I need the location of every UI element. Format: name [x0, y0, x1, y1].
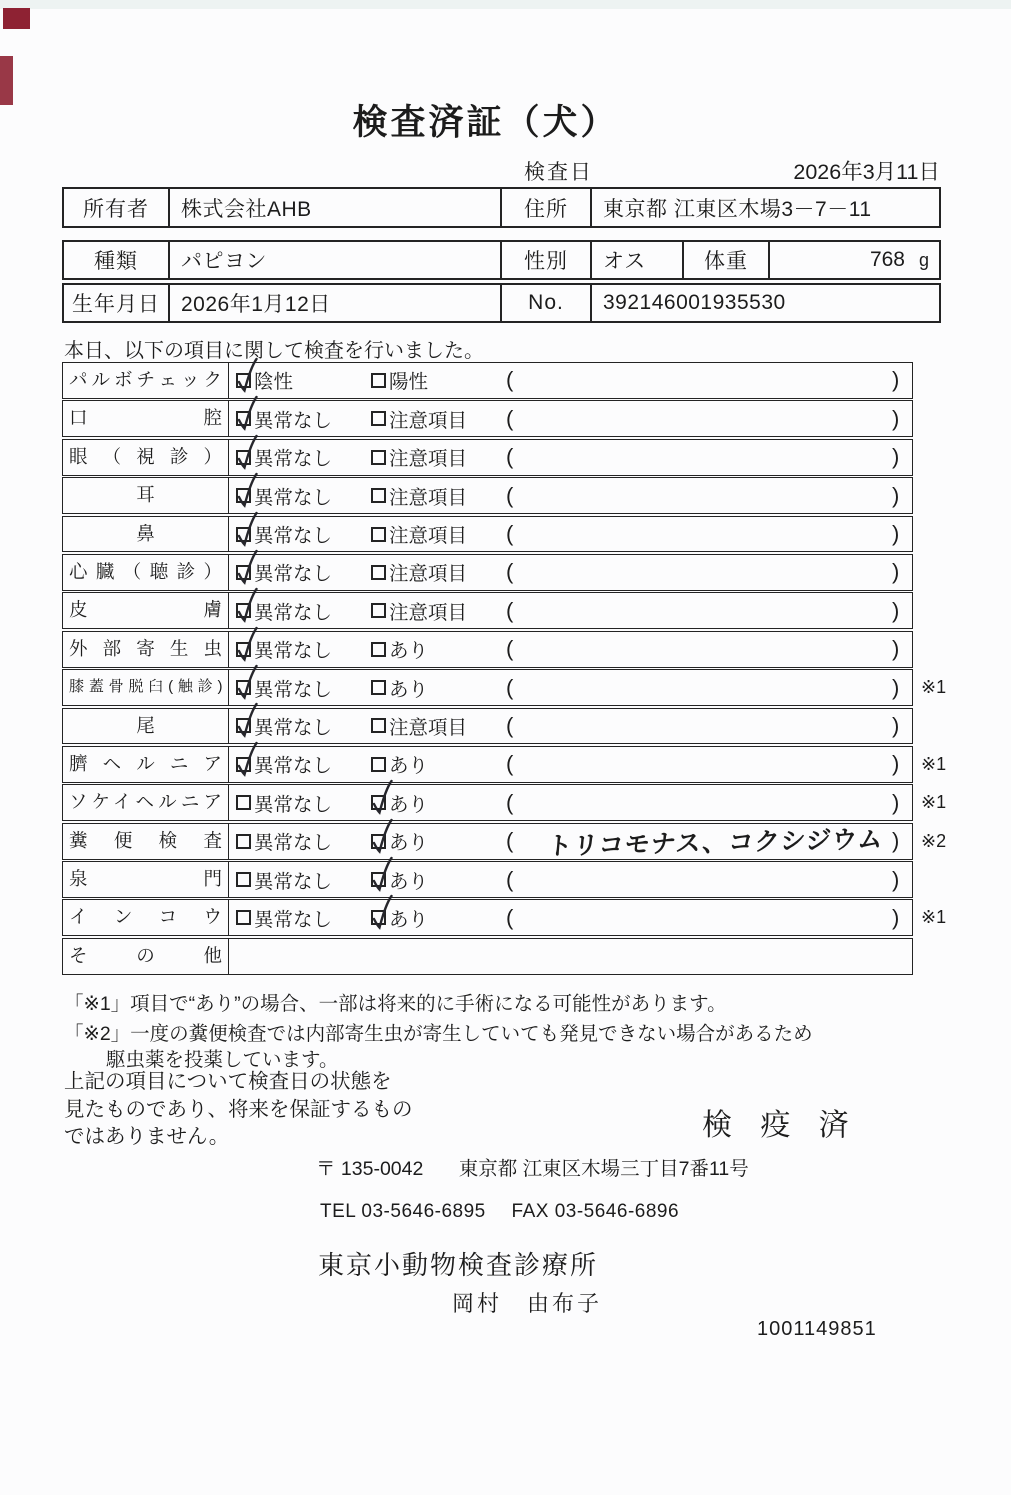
checkmark-icon	[369, 857, 395, 894]
paren-close: )	[892, 712, 900, 738]
footnote-mark	[921, 555, 965, 590]
option-2	[371, 709, 467, 744]
checkbox-icon	[236, 872, 251, 887]
checkmark-icon	[369, 819, 395, 856]
option-2-label: あり	[389, 870, 429, 893]
handwritten-note	[542, 436, 890, 478]
option-1	[236, 363, 293, 398]
clinic-fax: FAX 03-5646-6896	[511, 1201, 680, 1222]
checkbox-icon	[236, 718, 251, 733]
checkmark-icon	[234, 473, 260, 510]
option-1-label: 異常なし	[254, 601, 333, 624]
checkmark-icon	[234, 588, 260, 625]
page-title: 検査済証（犬）	[352, 103, 619, 142]
checkmark-icon	[369, 895, 395, 932]
exam-table-row	[62, 823, 947, 861]
option-1	[236, 785, 332, 820]
checkbox-icon	[236, 488, 251, 503]
option-2-label: 陽性	[389, 371, 429, 394]
birth-label: 生年月日	[72, 293, 160, 316]
paren-open: (	[506, 405, 514, 431]
checkbox-icon	[371, 642, 386, 657]
paren-open: (	[506, 482, 514, 508]
checkbox-icon	[236, 373, 251, 388]
option-1-label: 異常なし	[254, 870, 333, 893]
birth-value: 2026年1月12日	[168, 285, 500, 321]
exam-table-row	[62, 938, 913, 975]
option-2	[371, 824, 428, 859]
checkbox-icon	[236, 834, 251, 849]
paren-open: (	[506, 559, 514, 585]
handwritten-note	[542, 475, 890, 517]
exam-table-row	[62, 784, 947, 821]
option-2-label: 注意項目	[389, 486, 468, 509]
option-1	[236, 593, 332, 628]
paren-open: (	[506, 789, 514, 815]
footnote-mark	[921, 632, 965, 667]
paren-close: )	[892, 367, 900, 393]
disclaimer-line-3: ではありません。	[64, 1125, 230, 1148]
option-1-label: 異常なし	[254, 832, 333, 855]
handwritten-note	[542, 858, 890, 900]
exam-table-row	[62, 439, 913, 476]
owner-label: 所有者	[83, 197, 149, 221]
option-1-label: 異常なし	[254, 908, 333, 931]
checkbox-icon	[371, 373, 386, 388]
exam-table-body	[62, 362, 947, 976]
checkbox-icon	[371, 565, 386, 580]
exam-table-row	[62, 861, 913, 898]
checkbox-icon	[236, 565, 251, 580]
owner-address-label: 住所	[500, 189, 590, 226]
paren-open: (	[506, 866, 514, 892]
checkmark-icon	[369, 780, 395, 817]
footnote-mark	[921, 862, 965, 897]
option-1-label: 異常なし	[254, 755, 333, 778]
option-1	[236, 401, 332, 436]
paren-open: (	[506, 674, 514, 700]
checkbox-icon	[371, 757, 386, 772]
footnote-2-line-2: 駆虫薬を投薬しています。	[106, 1049, 339, 1071]
option-2	[371, 478, 467, 513]
checkmark-icon	[234, 358, 260, 395]
option-1-label: 異常なし	[254, 678, 333, 701]
option-2	[371, 593, 467, 628]
paren-open: (	[506, 751, 514, 777]
footnote-mark	[921, 709, 965, 744]
paren-open: (	[506, 636, 514, 662]
exam-table-row	[62, 746, 947, 783]
exam-item-label: 尾	[63, 709, 229, 744]
paren-open: (	[506, 712, 514, 738]
breed-value: パピヨン	[168, 242, 500, 278]
option-1	[236, 632, 332, 667]
option-2-label: あり	[389, 640, 429, 663]
paren-open: (	[506, 904, 514, 930]
option-1	[236, 824, 332, 859]
checkbox-icon	[236, 527, 251, 542]
exam-table-row	[62, 592, 913, 629]
clinic-street-address: 東京都 江東区木場三丁目7番11号	[458, 1158, 749, 1180]
footnote-mark: ※1	[921, 677, 947, 698]
handwritten-note	[542, 782, 890, 824]
option-2-label: 注意項目	[389, 525, 468, 547]
paren-open: (	[506, 444, 514, 470]
exam-item-label: 外部寄生虫	[63, 632, 229, 667]
owner-table	[62, 187, 941, 228]
weight-unit: g	[918, 249, 929, 270]
paren-open: (	[506, 597, 514, 623]
checkmark-icon	[234, 396, 260, 433]
handwritten-note	[542, 590, 890, 632]
exam-table-row	[62, 477, 913, 514]
serial-number: 1001149851	[757, 1318, 877, 1340]
checkmark-icon	[234, 550, 260, 587]
exam-table-row	[62, 669, 947, 706]
option-1	[236, 900, 332, 935]
paren-close: )	[892, 444, 900, 470]
checkbox-icon	[371, 718, 386, 733]
exam-item-label: 鼻	[63, 517, 229, 552]
paren-close: )	[892, 866, 900, 892]
checkbox-icon	[371, 603, 386, 618]
paren-close: )	[892, 751, 900, 777]
option-2-label: 注意項目	[389, 409, 468, 432]
checkbox-icon	[371, 872, 386, 887]
option-2	[371, 785, 428, 820]
paren-open: (	[506, 521, 514, 546]
option-2	[371, 632, 428, 667]
paren-close: )	[892, 559, 900, 585]
dog-info-row-2	[62, 283, 941, 323]
weight-label: 体重	[682, 242, 768, 278]
scan-top-band	[0, 0, 1011, 9]
option-1-label: 異常なし	[254, 448, 333, 471]
option-2-label: あり	[389, 832, 429, 855]
checkbox-icon	[236, 680, 251, 695]
checkbox-icon	[236, 450, 251, 465]
exam-item-label: 口腔	[63, 401, 229, 436]
option-2-label: 注意項目	[389, 716, 468, 739]
exam-item-label: その他	[63, 939, 229, 974]
exam-item-label: 泉門	[63, 862, 229, 897]
exam-table-row	[62, 362, 913, 399]
clinic-name: 東京小動物検査診療所	[318, 1250, 599, 1280]
exam-item-label: 糞便検査	[63, 824, 229, 859]
option-2-label: 注意項目	[389, 601, 468, 624]
checkbox-icon	[371, 680, 386, 695]
option-1-label: 異常なし	[254, 640, 333, 663]
checkbox-icon	[236, 910, 251, 925]
option-2-label: あり	[389, 908, 429, 931]
handwritten-note	[542, 359, 890, 401]
exam-item-label: 臍ヘルニア	[63, 747, 229, 782]
option-2	[371, 862, 428, 897]
exam-table-row	[62, 899, 947, 936]
option-1	[236, 478, 332, 513]
exam-table-row	[62, 554, 913, 591]
disclaimer-line-2: 見たものであり、将来を保証するもの	[64, 1097, 413, 1121]
paren-close: )	[892, 482, 900, 508]
handwritten-note	[542, 398, 890, 440]
exam-item-label: 眼（視診）	[63, 440, 229, 475]
option-1-label: 異常なし	[254, 409, 333, 432]
weight-number: 768	[869, 248, 905, 271]
option-2	[371, 900, 428, 935]
footnote-mark: ※1	[921, 753, 947, 774]
handwritten-note	[542, 705, 890, 747]
checkmark-icon	[234, 742, 260, 779]
option-2	[371, 440, 467, 475]
paren-open: (	[506, 828, 514, 854]
exam-item-label: 心臓（聴診）	[63, 555, 229, 590]
owner-name: 株式会社AHB	[168, 189, 500, 226]
exam-item-label: ソケイヘルニア	[63, 785, 229, 820]
paren-close: )	[892, 828, 900, 854]
clinic-tel: TEL 03-5646-6895	[320, 1201, 486, 1222]
option-1	[236, 670, 332, 705]
option-1-label: 異常なし	[254, 486, 333, 509]
statement-text: 本日、以下の項目に関して検査を行いました。	[64, 340, 484, 362]
option-2-label: あり	[389, 678, 429, 701]
checkbox-icon	[236, 603, 251, 618]
handwritten-note	[542, 551, 890, 593]
paren-close: )	[892, 597, 900, 623]
option-2	[371, 363, 428, 398]
option-1-label: 異常なし	[254, 716, 333, 739]
scan-red-mark-top	[3, 8, 30, 29]
option-1	[236, 555, 332, 590]
checkmark-icon	[234, 627, 260, 664]
checkbox-icon	[371, 910, 386, 925]
paren-open: (	[506, 367, 514, 393]
clinic-phone-line	[320, 1201, 679, 1223]
disclaimer-text	[64, 1068, 413, 1151]
paren-close: )	[892, 405, 900, 431]
option-2	[371, 670, 428, 705]
postal-code: 〒 135-0042	[316, 1158, 424, 1180]
checkbox-icon	[371, 411, 386, 426]
option-2-label: あり	[389, 793, 429, 816]
exam-table-row	[62, 516, 913, 553]
option-2	[371, 555, 467, 590]
footnote-1: 「※1」項目で“あり”の場合、一部は将来的に手術になる可能性があります。	[64, 993, 727, 1015]
option-2	[371, 401, 467, 436]
footnote-mark	[921, 939, 965, 974]
no-value: 392146001935530	[590, 285, 939, 321]
exam-item-label: インコウ	[63, 900, 229, 935]
breed-label: 種類	[94, 250, 138, 273]
option-1	[236, 862, 332, 897]
checkbox-icon	[236, 795, 251, 810]
option-1-label: 異常なし	[254, 525, 333, 547]
footnote-mark: ※1	[921, 792, 947, 813]
handwritten-note	[542, 628, 890, 670]
dog-info-row-1	[62, 240, 941, 280]
paren-close: )	[892, 674, 900, 700]
footnote-mark	[921, 363, 965, 398]
sex-label: 性別	[500, 242, 590, 278]
footnote-mark: ※1	[921, 907, 947, 928]
handwritten-note: トリコモナス、コクシジウム	[545, 825, 885, 861]
option-1-label: 陰性	[254, 371, 294, 394]
checkbox-icon	[236, 411, 251, 426]
paren-close: )	[892, 904, 900, 930]
checkbox-icon	[236, 757, 251, 772]
checkbox-icon	[371, 450, 386, 465]
handwritten-note	[542, 743, 890, 785]
checkmark-icon	[234, 665, 260, 702]
paren-close: )	[892, 789, 900, 815]
exam-item-label: パルボチェック	[63, 363, 229, 398]
disclaimer-line-1: 上記の項目について検査日の状態を	[64, 1070, 392, 1093]
option-1	[236, 709, 332, 744]
footnote-mark	[921, 517, 965, 552]
option-2-label: 注意項目	[389, 563, 468, 586]
handwritten-note	[542, 666, 890, 708]
handwritten-note	[542, 897, 890, 939]
exam-item-label: 皮膚	[63, 593, 229, 628]
footnote-2-line-1: 「※2」一度の糞便検査では内部寄生虫が寄生していても発見できない場合があるため	[64, 1023, 813, 1045]
checkbox-icon	[371, 527, 386, 542]
checkbox-icon	[236, 642, 251, 657]
checkbox-icon	[371, 795, 386, 810]
footnote-mark	[921, 401, 965, 436]
exam-table-row	[62, 708, 913, 745]
option-1-label: 異常なし	[254, 563, 333, 586]
footnote-mark: ※2	[921, 830, 947, 851]
handwritten-note	[542, 513, 890, 555]
checkmark-icon	[234, 435, 260, 472]
no-label: No.	[500, 285, 590, 321]
option-2	[371, 517, 467, 552]
exam-table-row	[62, 400, 913, 437]
footnote-mark	[921, 593, 965, 628]
option-1	[236, 440, 332, 475]
option-1	[236, 517, 332, 552]
checkbox-icon	[371, 834, 386, 849]
exam-date-value: 2026年3月11日	[793, 160, 940, 184]
checkmark-icon	[234, 703, 260, 740]
option-2-label: 注意項目	[389, 448, 468, 471]
quarantine-stamp: 検 疫 済	[702, 1109, 859, 1142]
paren-close: )	[892, 521, 900, 546]
exam-date-label: 検査日	[524, 161, 593, 184]
option-1-label: 異常なし	[254, 793, 333, 816]
checkbox-icon	[371, 488, 386, 503]
owner-address-value: 東京都 江東区木場3－7－11	[590, 189, 939, 226]
option-1	[236, 747, 332, 782]
option-2	[371, 747, 428, 782]
footnote-mark	[921, 440, 965, 475]
exam-item-label: 膝蓋骨脱臼(触診)	[63, 670, 229, 705]
weight-value	[768, 242, 939, 278]
option-2-label: あり	[389, 755, 429, 778]
clinic-address-line	[316, 1153, 749, 1181]
exam-table-row	[62, 631, 913, 668]
sex-value: オス	[590, 242, 682, 278]
exam-item-label: 耳	[63, 478, 229, 513]
veterinarian-name: 岡村 由布子	[452, 1291, 603, 1316]
checkmark-icon	[234, 512, 260, 549]
footnote-mark	[921, 478, 965, 513]
paren-close: )	[892, 636, 900, 662]
